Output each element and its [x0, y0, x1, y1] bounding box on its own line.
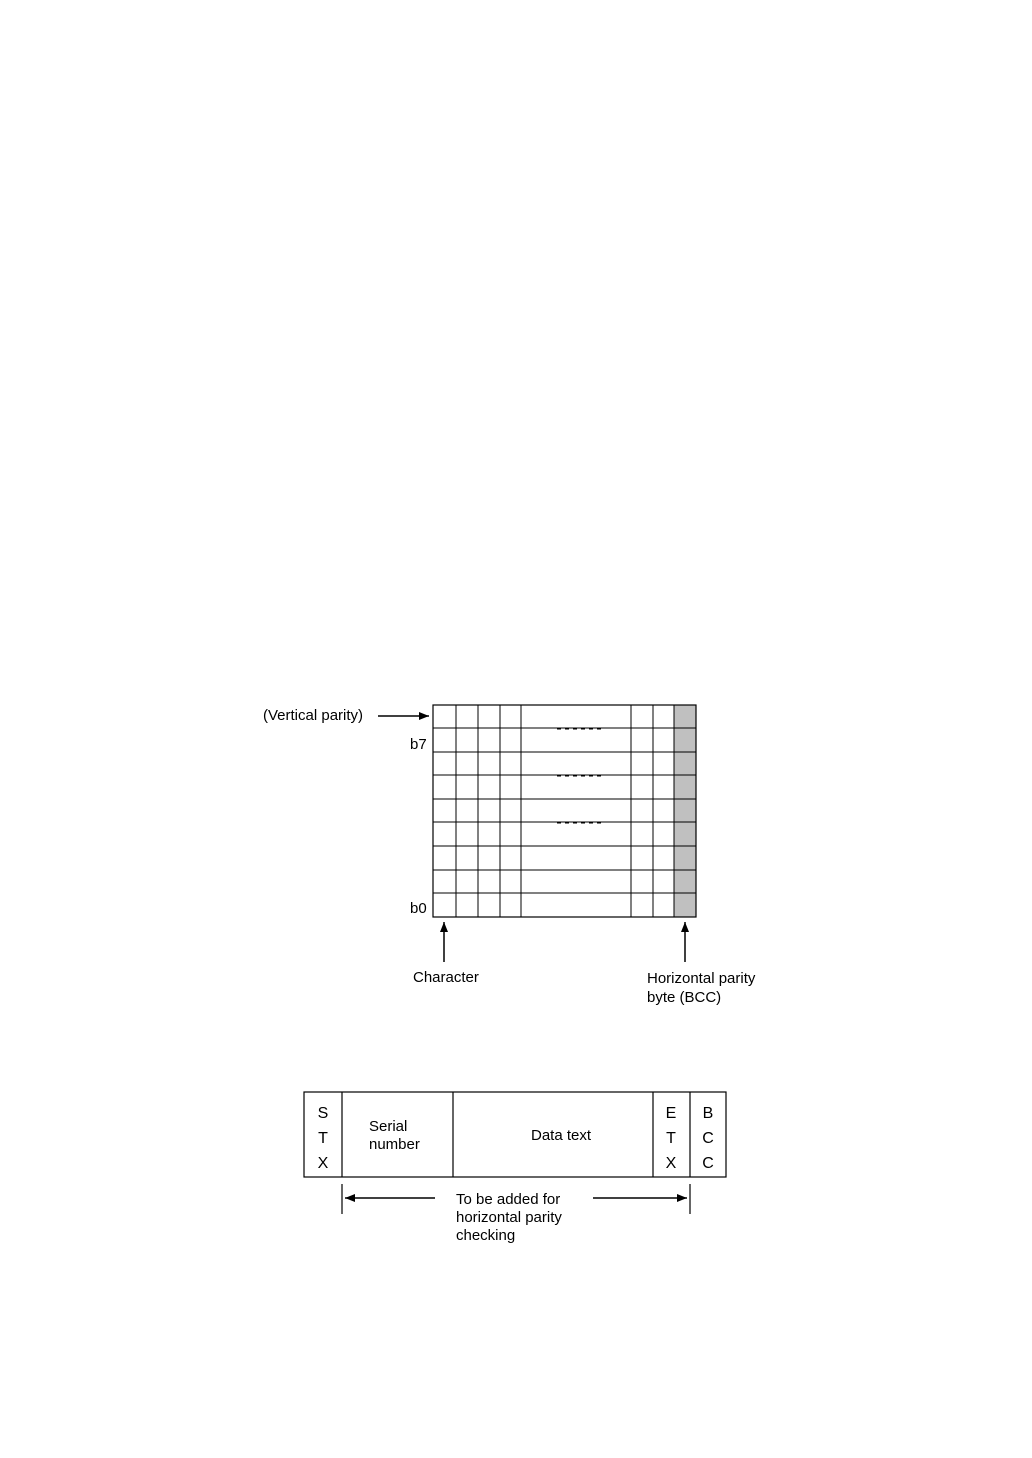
serial-number-line2: number	[369, 1136, 420, 1153]
frame-diagram	[304, 1092, 726, 1244]
b7-label: b7	[410, 736, 427, 753]
data-text-label: Data text	[530, 1127, 592, 1144]
horizontal-parity-label-line1: Horizontal parity	[647, 970, 756, 987]
vertical-parity-label: (Vertical parity)	[263, 707, 364, 724]
range-label-line1: To be added for	[456, 1191, 561, 1208]
range-label-line2: horizontal parity	[456, 1209, 562, 1226]
bcc-letter-b: B	[702, 1105, 714, 1122]
bcc-letter-c2: C	[702, 1155, 714, 1172]
stx-letter-x: X	[317, 1155, 329, 1172]
stx-letter-s: S	[317, 1105, 329, 1122]
etx-letter-e: E	[665, 1105, 677, 1122]
bcc-column-shading	[674, 705, 696, 917]
parity-grid-rows	[433, 728, 696, 893]
parity-diagram	[263, 705, 756, 1006]
horizontal-parity-label-line2: byte (BCC)	[647, 989, 722, 1006]
parity-grid-dashes	[557, 729, 604, 893]
parity-grid-columns	[456, 705, 674, 917]
stx-letter-t: T	[318, 1130, 328, 1147]
parity-grid-border	[433, 705, 696, 917]
b0-label: b0	[410, 900, 427, 917]
serial-number-line1: Serial	[369, 1118, 408, 1135]
etx-letter-t: T	[666, 1130, 676, 1147]
character-label: Character	[413, 969, 479, 986]
etx-letter-x: X	[665, 1155, 677, 1172]
bcc-letter-c1: C	[702, 1130, 714, 1147]
frame-border	[304, 1092, 726, 1177]
range-label-line3: checking	[456, 1227, 516, 1244]
